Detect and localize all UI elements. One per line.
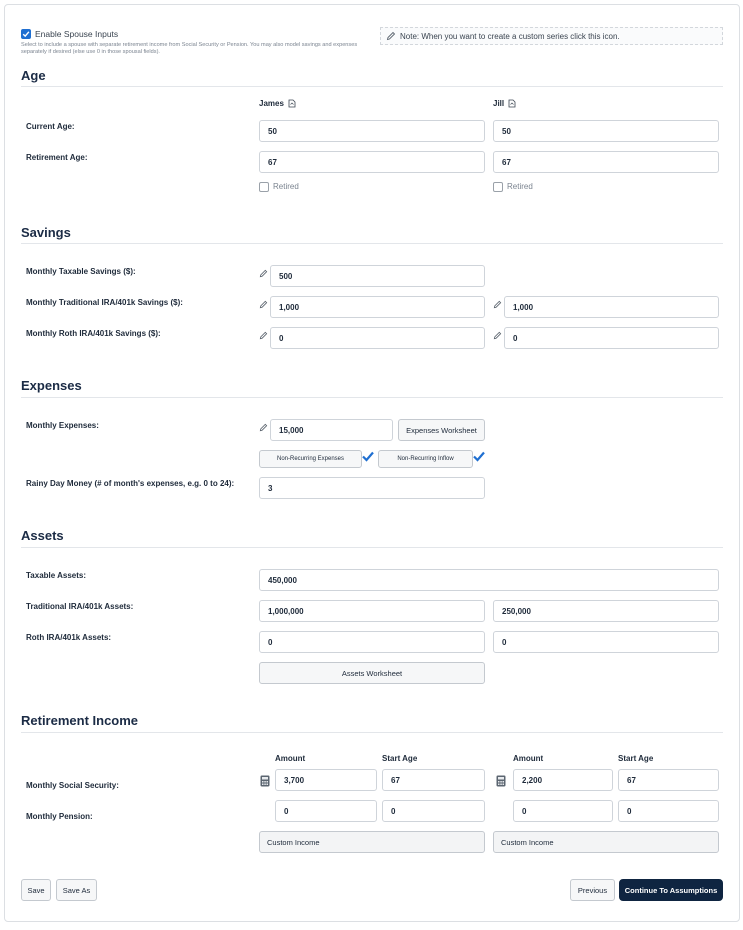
expenses-worksheet-button[interactable]: Expenses Worksheet — [398, 419, 485, 441]
divider — [21, 86, 723, 87]
document-icon[interactable] — [288, 99, 296, 108]
pencil-icon[interactable] — [259, 423, 268, 432]
pencil-icon[interactable] — [259, 300, 268, 309]
person2-roth-savings-input[interactable]: 0 — [504, 327, 719, 349]
current-age-label: Current Age: — [26, 122, 75, 131]
enable-spouse-checkbox[interactable] — [21, 29, 31, 39]
assets-heading: Assets — [21, 528, 64, 543]
person2-ss-start-age-input[interactable]: 67 — [618, 769, 719, 791]
person1-trad-assets-input[interactable]: 1,000,000 — [259, 600, 485, 622]
previous-button[interactable]: Previous — [570, 879, 615, 901]
retirement-age-label: Retirement Age: — [26, 153, 88, 162]
taxable-assets-input[interactable]: 450,000 — [259, 569, 719, 591]
roth-savings-label: Monthly Roth IRA/401k Savings ($): — [26, 329, 161, 338]
monthly-expenses-label: Monthly Expenses: — [26, 421, 99, 430]
taxable-assets-label: Taxable Assets: — [26, 571, 87, 580]
person1-custom-income-button[interactable]: Custom Income — [259, 831, 485, 853]
save-as-button[interactable]: Save As — [56, 879, 97, 901]
pencil-icon[interactable] — [493, 300, 502, 309]
trad-assets-label: Traditional IRA/401k Assets: — [26, 602, 134, 611]
custom-series-note — [380, 27, 723, 45]
trad-savings-label: Monthly Traditional IRA/401k Savings ($): — [26, 298, 183, 307]
person1-ss-amount-input[interactable]: 3,700 — [275, 769, 377, 791]
person2-roth-assets-input[interactable]: 0 — [493, 631, 719, 653]
person2-retired-checkbox[interactable] — [493, 182, 503, 192]
nonrecurring-expenses-button[interactable]: Non-Recurring Expenses — [259, 450, 362, 468]
calculator-icon[interactable] — [260, 775, 270, 787]
rainy-day-input[interactable]: 3 — [259, 477, 485, 499]
person2-retirement-age-input[interactable]: 67 — [493, 151, 719, 173]
checkmark-icon — [473, 451, 485, 462]
person2-header — [493, 99, 516, 108]
retirement-income-heading: Retirement Income — [21, 713, 139, 728]
person2-ss-amount-input[interactable]: 2,200 — [513, 769, 613, 791]
age-heading: Age — [21, 68, 46, 83]
roth-assets-label: Roth IRA/401k Assets: — [26, 633, 112, 642]
person1-ss-start-age-input[interactable]: 67 — [382, 769, 485, 791]
person1-roth-savings-input[interactable]: 0 — [270, 327, 485, 349]
divider — [21, 243, 723, 244]
continue-to-assumptions-button[interactable]: Continue To Assumptions — [619, 879, 723, 901]
person1-roth-assets-input[interactable]: 0 — [259, 631, 485, 653]
person2-trad-assets-input[interactable]: 250,000 — [493, 600, 719, 622]
expenses-heading: Expenses — [21, 378, 82, 393]
divider — [21, 547, 723, 548]
divider — [21, 397, 723, 398]
savings-heading: Savings — [21, 225, 71, 240]
person2-pension-amount-input[interactable]: 0 — [513, 800, 613, 822]
person1-trad-savings-input[interactable]: 1,000 — [270, 296, 485, 318]
nonrecurring-inflow-button[interactable]: Non-Recurring Inflow — [378, 450, 473, 468]
person2-name: Jill — [493, 99, 505, 108]
monthly-expenses-input[interactable]: 15,000 — [270, 419, 393, 441]
person1-pension-amount-input[interactable]: 0 — [275, 800, 377, 822]
pencil-icon — [386, 31, 396, 41]
spouse-description: Select to include a spouse with separate retirement income from Social Security or Pension. You may also model savings and expenses separately if desired (else use 0 in those spousal fields). — [21, 42, 358, 55]
person2-custom-income-button[interactable]: Custom Income — [493, 831, 719, 853]
person1-start-age-header: Start Age — [382, 754, 418, 763]
person2-amount-header: Amount — [513, 754, 544, 763]
pencil-icon[interactable] — [493, 331, 502, 340]
person1-pension-start-age-input[interactable]: 0 — [382, 800, 485, 822]
person2-current-age-input[interactable]: 50 — [493, 120, 719, 142]
person2-retired-label: Retired — [507, 182, 533, 191]
assets-worksheet-button[interactable]: Assets Worksheet — [259, 662, 485, 684]
person1-amount-header: Amount — [275, 754, 306, 763]
pencil-icon[interactable] — [259, 331, 268, 340]
person2-pension-start-age-input[interactable]: 0 — [618, 800, 719, 822]
rainy-day-label: Rainy Day Money (# of month's expenses, e.g. 0 to 24): — [26, 479, 235, 488]
checkmark-icon — [362, 451, 374, 462]
person1-name: James — [259, 99, 284, 108]
checkbox-checked-icon — [22, 30, 30, 38]
pension-label: Monthly Pension: — [26, 812, 93, 821]
person1-retired-checkbox[interactable] — [259, 182, 269, 192]
note-text: Note: When you want to create a custom series click this icon. — [400, 31, 620, 41]
taxable-savings-label: Monthly Taxable Savings ($): — [26, 267, 136, 276]
person1-retirement-age-input[interactable]: 67 — [259, 151, 485, 173]
person1-current-age-input[interactable]: 50 — [259, 120, 485, 142]
person1-header — [259, 99, 296, 108]
divider — [21, 732, 723, 733]
document-icon[interactable] — [508, 99, 516, 108]
save-button[interactable]: Save — [21, 879, 51, 901]
person2-trad-savings-input[interactable]: 1,000 — [504, 296, 719, 318]
person2-start-age-header: Start Age — [618, 754, 654, 763]
enable-spouse-label: Enable Spouse Inputs — [35, 29, 119, 39]
social-security-label: Monthly Social Security: — [26, 781, 119, 790]
person1-retired-label: Retired — [273, 182, 299, 191]
pencil-icon[interactable] — [259, 269, 268, 278]
calculator-icon[interactable] — [496, 775, 506, 787]
taxable-savings-input[interactable]: 500 — [270, 265, 485, 287]
